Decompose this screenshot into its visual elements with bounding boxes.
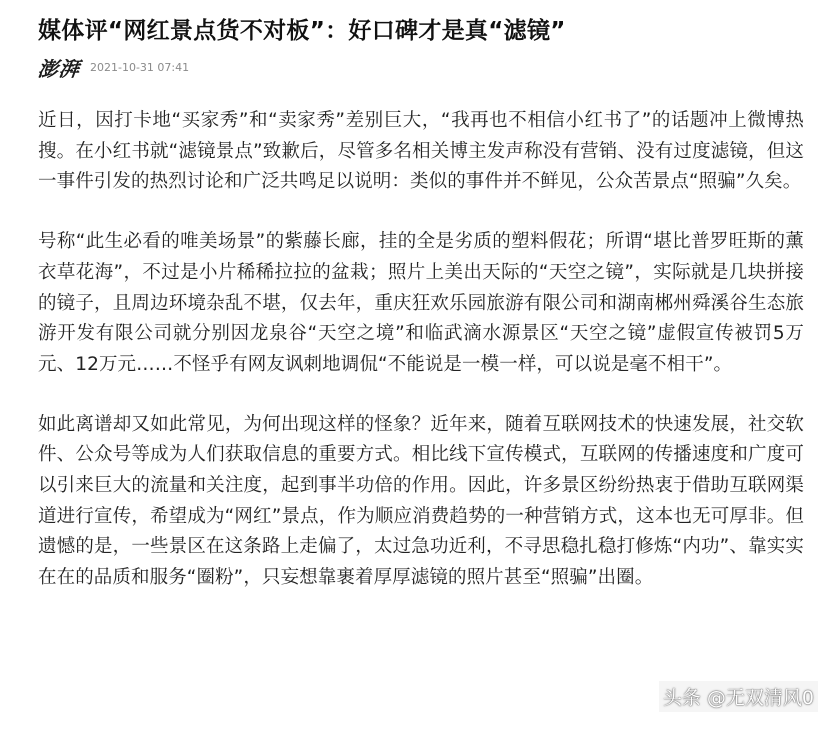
- author-watermark: 头条 @无双清风0: [659, 681, 818, 712]
- article-title: 媒体评“网红景点货不对板”：好口碑才是真“滤镜”: [38, 18, 566, 44]
- source-logo[interactable]: 澎湃: [36, 56, 82, 81]
- article-body: [38, 106, 804, 594]
- article-meta: [38, 54, 804, 80]
- publish-date: 2021-10-31 07:41: [90, 60, 190, 74]
- paragraph: 近日，因打卡地“买家秀”和“卖家秀”差别巨大，“我再也不相信小红书了”的话题冲上微博热搜。在小红书就“滤镜景点”致歉后，尽管多名相关博主发声称没有营销、没有过度滤镜，但这一事件引发的热烈讨论和广泛共鸣足以说明：类似的事件并不鲜见，公众苦景点“照骗”久矣。: [38, 110, 804, 193]
- article: [38, 14, 804, 623]
- paragraph: 号称“此生必看的唯美场景”的紫藤长廊，挂的全是劣质的塑料假花；所谓“堪比普罗旺斯的薰衣草花海”，不过是小片稀稀拉拉的盆栽；照片上美出天际的“天空之镜”，实际就是几块拼接的镜子，且周边环境杂乱不堪，仅去年，重庆狂欢乐园旅游有限公司和湖南郴州舜溪谷生态旅游开发有限公司就分别因龙泉谷“天空之境”和临武滴水源景区“天空之镜”虚假宣传被罚5万元、12万元……不怪乎有网友讽刺地调侃“不能说是一模一样，可以说是毫不相干”。: [38, 231, 804, 375]
- paragraph: 如此离谱却又如此常见，为何出现这样的怪象？近年来，随着互联网技术的快速发展，社交软件、公众号等成为人们获取信息的重要方式。相比线下宣传模式，互联网的传播速度和广度可以引来巨大的流量和关注度，起到事半功倍的作用。因此，许多景区纷纷热衷于借助互联网渠道进行宣传，希望成为“网红”景点，作为顺应消费趋势的一种营销方式，这本也无可厚非。但遗憾的是，一些景区在这条路上走偏了，太过急功近利，不寻思稳扎稳打修炼“内功”、靠实实在在的品质和服务“圈粉”，只妄想靠裹着厚厚滤镜的照片甚至“照骗”出圈。: [38, 413, 804, 589]
